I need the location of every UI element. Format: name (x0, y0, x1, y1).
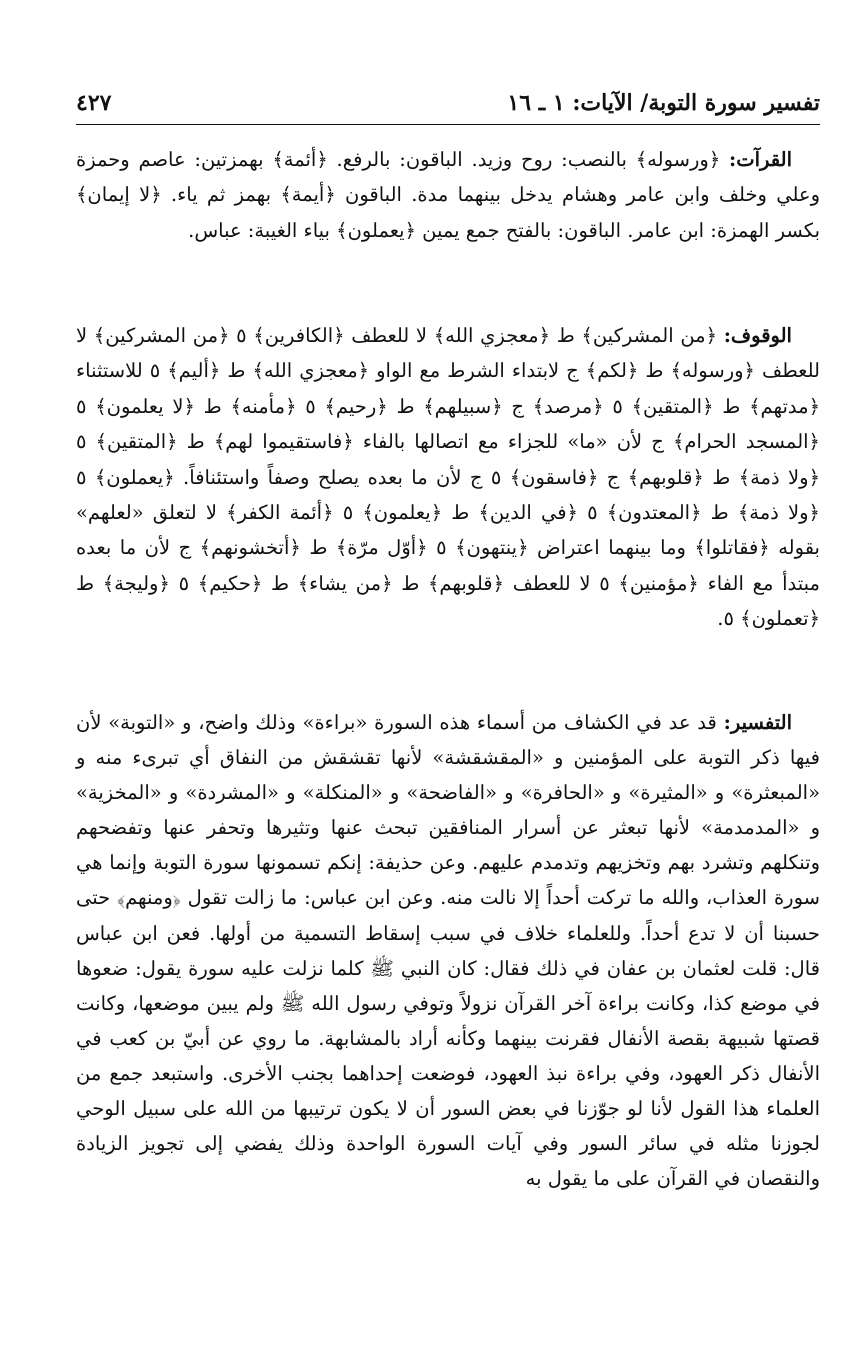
qiraat-paragraph (76, 142, 820, 248)
qiraat-section (76, 142, 820, 248)
tafsir-paragraph (76, 705, 820, 1196)
wuquf-paragraph (76, 318, 820, 637)
qiraat-label: القرآت: (729, 148, 792, 171)
wuquf-section (76, 318, 820, 637)
tafsir-label: التفسير: (723, 711, 792, 734)
tafsir-text: قد عد في الكشاف من أسماء هذه السورة «براءة» وذلك واضح، و «التوبة» لأن فيها ذكر التوبة على المؤمنين و «المقشقشة» لأنها تقشقش من النفاق أي تبرىء منه و «المبعثرة» و «المثيرة» و «الحافرة» و «الفاضحة» و «المنكلة» و «المشردة» و «المخزية» و «المدمدمة» لأنها تبعثر عن أسرار المنافقين تبحث عنها وتثيرها وتحفر عنها وتفضحهم وتنكلهم وتشرد بهم وتخزيهم وتدمدم عليهم. وعن حذيفة: إنكم تسمونها سورة التوبة وإنما هي سورة العذاب، والله ما تركت أحداً إلا نالت منه. وعن ابن عباس: ما زالت تقول ﴿ومنهم﴾ حتى حسبنا أن لا تدع أحداً. وللعلماء خلاف في سبب إسقاط التسمية من أولها. فعن ابن عباس قال: قلت لعثمان بن عفان في ذلك فقال: كان النبي ﷺ كلما نزلت عليه سورة يقول: ضعوها في موضع كذا، وكانت براءة آخر القرآن نزولاً وتوفي رسول الله ﷺ ولم يبين موضعها، وكانت قصتها شبيهة بقصة الأنفال فقرنت بينهما وكأنه أراد بالمشابهة. ما روي عن أبيّ بن كعب في الأنفال ذكر العهود، وفي براءة نبذ العهود، فوضعت إحداهما بجنب الأخرى. واستبعد جمع من العلماء هذا القول لأنا لو جوّزنا في بعض السور أن لا يكون ترتيبها من الله على سبيل الوحي لجوزنا مثله في سائر السور وفي آيات السورة الواحدة وذلك يفضي إلى تجويز الزيادة والنقصان في القرآن على ما يقول به (76, 711, 820, 1191)
wuquf-label: الوقوف: (723, 324, 792, 347)
header-title: تفسير سورة التوبة/ الآيات: ١ ـ ١٦ (507, 90, 820, 116)
qiraat-text: ﴿ورسوله﴾ بالنصب: روح وزيد. الباقون: بالرفع. ﴿أئمة﴾ بهمزتين: عاصم وحمزة وعلي وخلف وابن عامر وهشام يدخل بينهما مدة. الباقون ﴿أيمة﴾ بهمز ثم ياء. ﴿لا إيمان﴾ بكسر الهمزة: ابن عامر. الباقون: بالفتح جمع يمين ﴿يعملون﴾ بياء الغيبة: عباس. (76, 148, 820, 242)
wuquf-text: ﴿من المشركين﴾ ط ﴿معجزي الله﴾ لا للعطف ﴿الكافرين﴾ ٥ ﴿من المشركين﴾ لا للعطف ﴿ورسوله﴾ ط ﴿لكم﴾ ج لابتداء الشرط مع الواو ﴿معجزي الله﴾ ط ﴿أليم﴾ ٥ للاستثناء ﴿مدتهم﴾ ط ﴿المتقين﴾ ٥ ﴿مرصد﴾ ج ﴿سبيلهم﴾ ط ﴿رحيم﴾ ٥ ﴿مأمنه﴾ ط ﴿لا يعلمون﴾ ٥ ﴿المسجد الحرام﴾ ج لأن «ما» للجزاء مع اتصالها بالفاء ﴿فاستقيموا لهم﴾ ط ﴿المتقين﴾ ٥ ﴿ولا ذمة﴾ ط ﴿قلوبهم﴾ ج ﴿فاسقون﴾ ٥ ج لأن ما بعده يصلح وصفاً واستئنافاً. ﴿يعملون﴾ ٥ ﴿ولا ذمة﴾ ط ﴿المعتدون﴾ ٥ ﴿في الدين﴾ ط ﴿يعلمون﴾ ٥ ﴿أئمة الكفر﴾ لا لتعلق «لعلهم» بقوله ﴿فقاتلوا﴾ وما بينهما اعتراض ﴿ينتهون﴾ ٥ ﴿أوّل مرّة﴾ ط ﴿أتخشونهم﴾ ج لأن ما بعده مبتدأ مع الفاء ﴿مؤمنين﴾ ٥ لا للعطف ﴿قلوبهم﴾ ط ﴿من يشاء﴾ ط ﴿حكيم﴾ ٥ ﴿وليجة﴾ ط ﴿تعملون﴾ ٥. (76, 324, 821, 631)
page-number: ٤٢٧ (76, 90, 112, 116)
tafsir-section (76, 705, 820, 1196)
running-header (76, 88, 820, 125)
